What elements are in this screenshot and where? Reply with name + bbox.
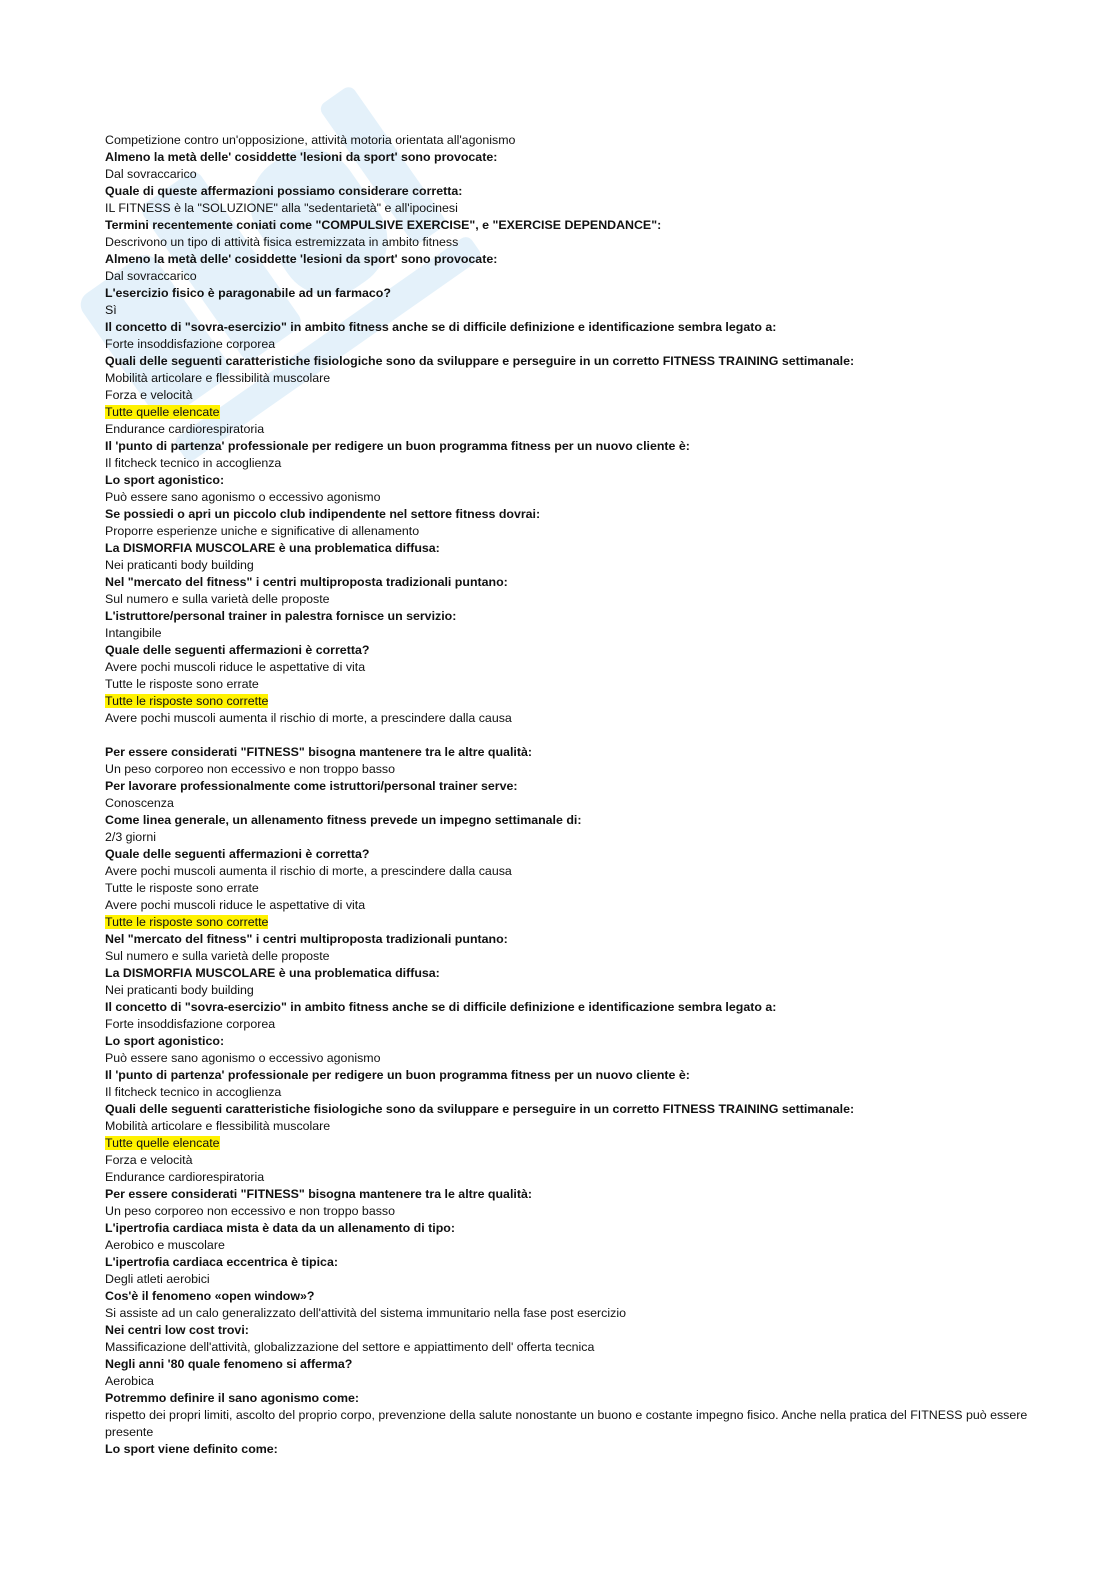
- question-text: Il concetto di "sovra-esercizio" in ambito fitness anche se di difficile definizione e identificazione sembra legato a:: [105, 1000, 777, 1014]
- answer-text: Si assiste ad un calo generalizzato dell'attività del sistema immunitario nella fase post esercizio: [105, 1306, 626, 1320]
- answer-text: Descrivono un tipo di attività fisica estremizzata in ambito fitness: [105, 235, 459, 249]
- answer-text: Endurance cardiorespiratoria: [105, 1170, 265, 1184]
- question-text: La DISMORFIA MUSCOLARE è una problematica diffusa:: [105, 966, 440, 980]
- blank-line: [105, 727, 1065, 744]
- highlighted-answer-text: Tutte quelle elencate: [105, 405, 220, 419]
- question-text: Il 'punto di partenza' professionale per redigere un buon programma fitness per un nuovo cliente è:: [105, 439, 690, 453]
- question-text: Nel "mercato del fitness" i centri multiproposta tradizionali puntano:: [105, 932, 508, 946]
- answer-text: Un peso corporeo non eccessivo e non troppo basso: [105, 762, 395, 776]
- question-text: Quali delle seguenti caratteristiche fisiologiche sono da sviluppare e perseguire in un corretto FITNESS TRAINING settimanale:: [105, 1102, 855, 1116]
- answer-text: Mobilità articolare e flessibilità muscolare: [105, 371, 331, 385]
- answer-text: Sul numero e sulla varietà delle proposte: [105, 592, 330, 606]
- answer-text: Competizione contro un'opposizione, attività motoria orientata all'agonismo: [105, 133, 516, 147]
- question-text: Termini recentemente coniati come "COMPULSIVE EXERCISE", e "EXERCISE DEPENDANCE":: [105, 218, 662, 232]
- quiz-document: [105, 132, 1065, 1458]
- answer-text: Proporre esperienze uniche e significative di allenamento: [105, 524, 420, 538]
- answer-text: Avere pochi muscoli aumenta il rischio di morte, a prescindere dalla causa: [105, 711, 512, 725]
- answer-text: Può essere sano agonismo o eccessivo agonismo: [105, 490, 381, 504]
- answer-text: Intangibile: [105, 626, 162, 640]
- answer-text: Endurance cardiorespiratoria: [105, 422, 265, 436]
- question-text: Lo sport agonistico:: [105, 473, 225, 487]
- question-text: L'ipertrofia cardiaca mista è data da un allenamento di tipo:: [105, 1221, 455, 1235]
- highlighted-answer: [105, 1135, 1065, 1152]
- answer-text: Un peso corporeo non eccessivo e non troppo basso: [105, 1204, 395, 1218]
- question-text: Quale delle seguenti affermazioni è corretta?: [105, 847, 370, 861]
- highlighted-answer-text: Tutte quelle elencate: [105, 1136, 220, 1150]
- question-text: Almeno la metà delle' cosiddette 'lesioni da sport' sono provocate:: [105, 150, 498, 164]
- answer-text: Massificazione dell'attività, globalizzazione del settore e appiattimento dell' offerta tecnica: [105, 1340, 595, 1354]
- question-text: Se possiedi o apri un piccolo club indipendente nel settore fitness dovrai:: [105, 507, 541, 521]
- answer-text: Forte insoddisfazione corporea: [105, 1017, 276, 1031]
- question-text: Quale delle seguenti affermazioni è corretta?: [105, 643, 370, 657]
- question-text: Lo sport agonistico:: [105, 1034, 225, 1048]
- answer-text: rispetto dei propri limiti, ascolto del proprio corpo, prevenzione della salute nonostante un buono e costante impegno fisico. Anche nella pratica del FITNESS può essere presente: [105, 1408, 1028, 1439]
- question-text: Per essere considerati "FITNESS" bisogna mantenere tra le altre qualità:: [105, 1187, 532, 1201]
- question-text: Quali delle seguenti caratteristiche fisiologiche sono da sviluppare e perseguire in un corretto FITNESS TRAINING settimanale:: [105, 354, 855, 368]
- highlighted-answer: [105, 693, 1065, 710]
- answer-text: Aerobico e muscolare: [105, 1238, 225, 1252]
- question-text: L'esercizio fisico è paragonabile ad un farmaco?: [105, 286, 391, 300]
- highlighted-answer: [105, 914, 1065, 931]
- highlighted-answer-text: Tutte le risposte sono corrette: [105, 694, 269, 708]
- answer-text: Sì: [105, 303, 117, 317]
- question-text: Come linea generale, un allenamento fitness prevede un impegno settimanale di:: [105, 813, 582, 827]
- question-text: Per lavorare professionalmente come istruttori/personal trainer serve:: [105, 779, 518, 793]
- question-text: Lo sport viene definito come:: [105, 1442, 278, 1456]
- answer-text: Conoscenza: [105, 796, 174, 810]
- answer-text: Nei praticanti body building: [105, 983, 254, 997]
- answer-text: Può essere sano agonismo o eccessivo agonismo: [105, 1051, 381, 1065]
- answer-text: Avere pochi muscoli riduce le aspettative di vita: [105, 660, 366, 674]
- answer-text: Forte insoddisfazione corporea: [105, 337, 276, 351]
- answer-text: IL FITNESS è la "SOLUZIONE" alla "sedentarietà" e all'ipocinesi: [105, 201, 458, 215]
- answer-text: Forza e velocità: [105, 388, 193, 402]
- answer-text: Tutte le risposte sono errate: [105, 677, 259, 691]
- question-text: Nei centri low cost trovi:: [105, 1323, 249, 1337]
- answer-text: Nei praticanti body building: [105, 558, 254, 572]
- question-text: Negli anni '80 quale fenomeno si afferma?: [105, 1357, 353, 1371]
- question-text: Almeno la metà delle' cosiddette 'lesioni da sport' sono provocate:: [105, 252, 498, 266]
- answer-text: Avere pochi muscoli aumenta il rischio di morte, a prescindere dalla causa: [105, 864, 512, 878]
- answer-text: Mobilità articolare e flessibilità muscolare: [105, 1119, 331, 1133]
- answer-text: Aerobica: [105, 1374, 154, 1388]
- question-text: Cos'è il fenomeno «open window»?: [105, 1289, 315, 1303]
- highlighted-answer: [105, 404, 1065, 421]
- answer-text: Dal sovraccarico: [105, 269, 197, 283]
- highlighted-answer-text: Tutte le risposte sono corrette: [105, 915, 269, 929]
- answer-text: Avere pochi muscoli riduce le aspettative di vita: [105, 898, 366, 912]
- answer-text: Dal sovraccarico: [105, 167, 197, 181]
- answer-text: Tutte le risposte sono errate: [105, 881, 259, 895]
- question-text: L'ipertrofia cardiaca eccentrica è tipica:: [105, 1255, 338, 1269]
- answer-text: Sul numero e sulla varietà delle proposte: [105, 949, 330, 963]
- answer-text: 2/3 giorni: [105, 830, 156, 844]
- question-text: L'istruttore/personal trainer in palestra fornisce un servizio:: [105, 609, 457, 623]
- question-text: La DISMORFIA MUSCOLARE è una problematica diffusa:: [105, 541, 440, 555]
- question-text: Nel "mercato del fitness" i centri multiproposta tradizionali puntano:: [105, 575, 508, 589]
- question-text: Quale di queste affermazioni possiamo considerare corretta:: [105, 184, 463, 198]
- answer-text: Degli atleti aerobici: [105, 1272, 210, 1286]
- question-text: Per essere considerati "FITNESS" bisogna mantenere tra le altre qualità:: [105, 745, 532, 759]
- question-text: Il 'punto di partenza' professionale per redigere un buon programma fitness per un nuovo cliente è:: [105, 1068, 690, 1082]
- question-text: Potremmo definire il sano agonismo come:: [105, 1391, 360, 1405]
- question-text: Il concetto di "sovra-esercizio" in ambito fitness anche se di difficile definizione e identificazione sembra legato a:: [105, 320, 777, 334]
- answer-text: Il fitcheck tecnico in accoglienza: [105, 1085, 282, 1099]
- answer-text: Forza e velocità: [105, 1153, 193, 1167]
- answer-text: Il fitcheck tecnico in accoglienza: [105, 456, 282, 470]
